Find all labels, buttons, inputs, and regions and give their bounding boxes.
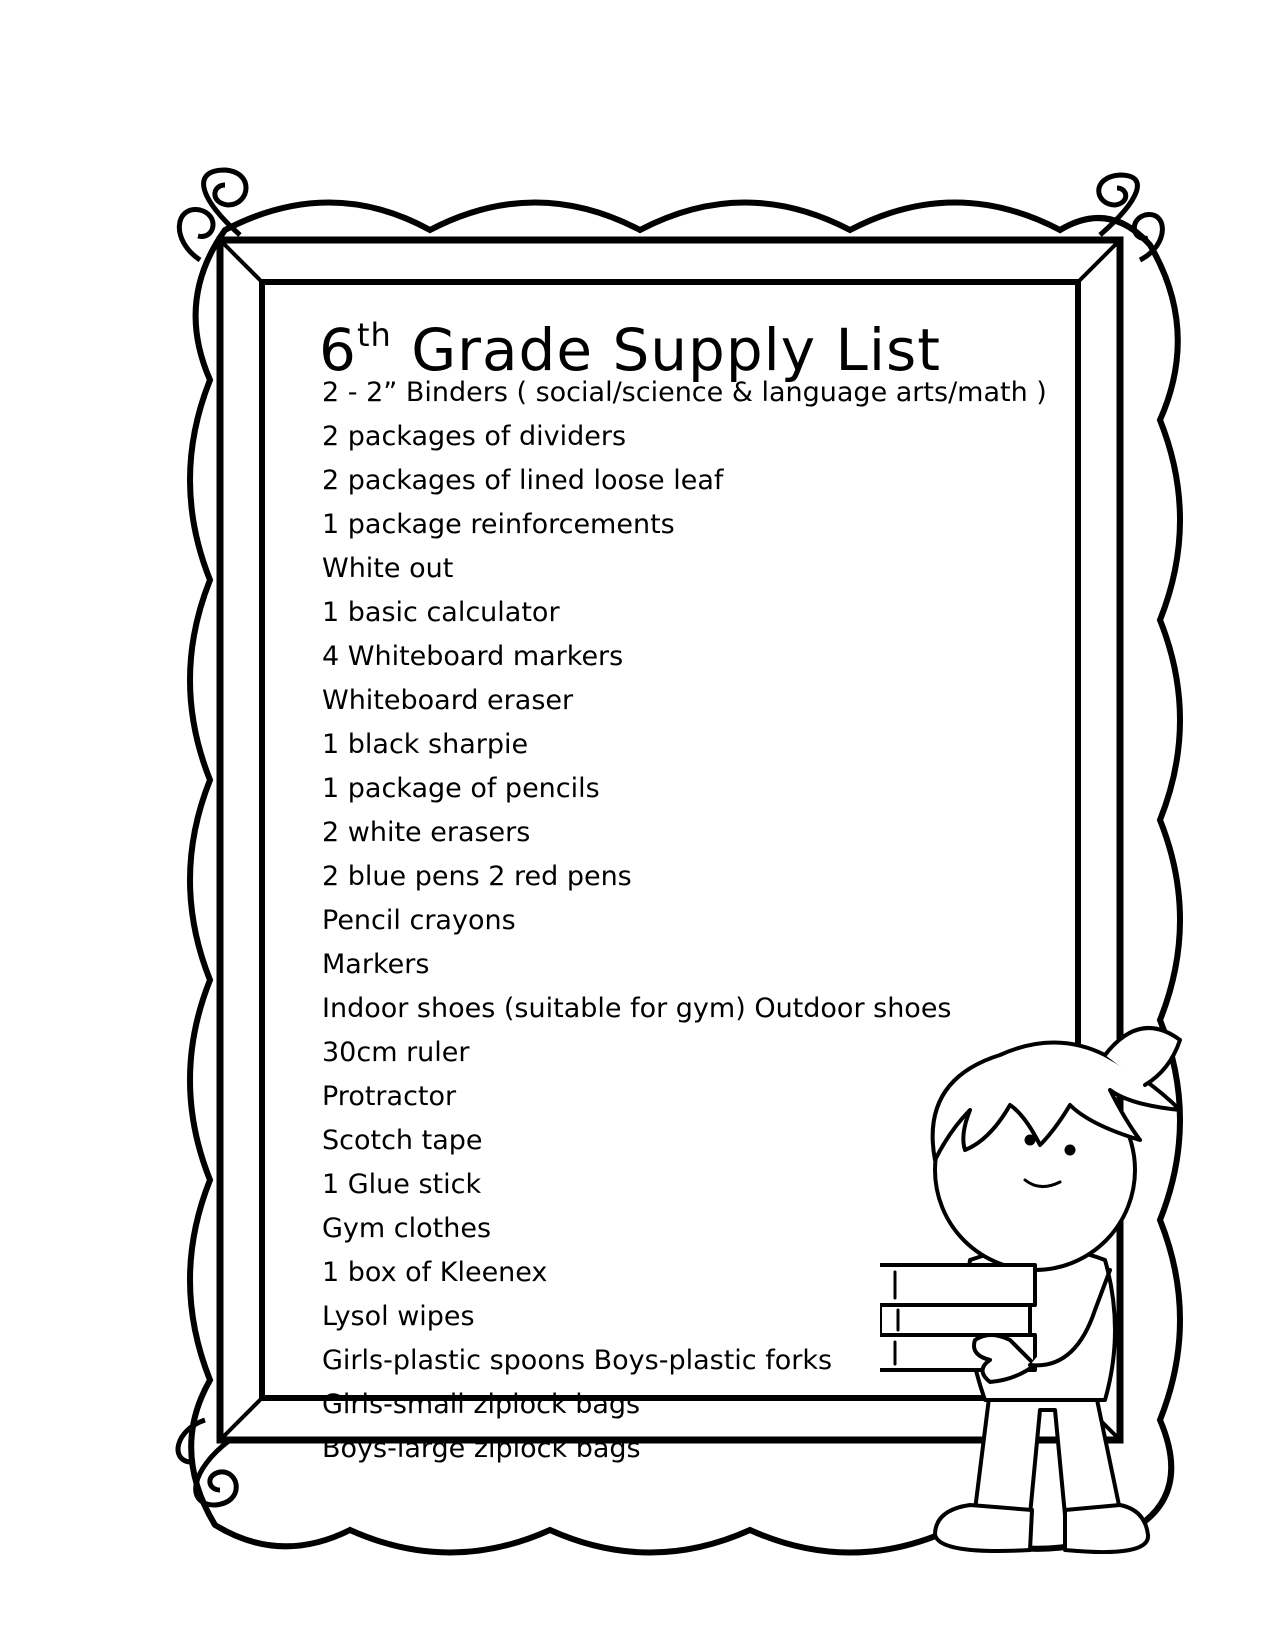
supply-item: White out — [322, 553, 454, 584]
kid-shoe-right — [1065, 1505, 1148, 1552]
book-top — [880, 1265, 1035, 1305]
supply-item: Protractor — [322, 1081, 457, 1112]
kid-shoe-left — [935, 1505, 1032, 1551]
supply-item: Pencil crayons — [322, 905, 516, 936]
supply-item: 1 package reinforcements — [322, 509, 675, 540]
supply-item: 2 white erasers — [322, 817, 531, 848]
supply-item: 2 blue pens 2 red pens — [322, 861, 632, 892]
supply-item: Scotch tape — [322, 1125, 483, 1156]
supply-item: Girls-small ziplock bags — [322, 1389, 641, 1420]
supply-item: Indoor shoes (suitable for gym) Outdoor shoes — [322, 993, 952, 1024]
book-middle — [880, 1305, 1030, 1335]
supply-item: 1 Glue stick — [322, 1169, 482, 1200]
supply-item: 1 box of Kleenex — [322, 1257, 548, 1288]
kid-holding-books-illustration — [880, 1010, 1240, 1570]
supply-item: 2 packages of dividers — [322, 421, 627, 452]
supply-item: Gym clothes — [322, 1213, 492, 1244]
kid-legs — [975, 1390, 1120, 1515]
supply-item: 2 packages of lined loose leaf — [322, 465, 724, 496]
kid-eye-left — [1026, 1136, 1034, 1144]
title-number: 6 — [319, 316, 357, 384]
supply-item: 1 basic calculator — [322, 597, 560, 628]
supply-item: Girls-plastic spoons Boys-plastic forks — [322, 1345, 833, 1376]
supply-item: Boys-large ziplock bags — [322, 1433, 641, 1464]
supply-item: Markers — [322, 949, 430, 980]
supply-item: Lysol wipes — [322, 1301, 475, 1332]
supply-item: Whiteboard eraser — [322, 685, 574, 716]
title-text: Grade Supply List — [391, 316, 941, 384]
supply-item: 1 package of pencils — [322, 773, 600, 804]
title-ordinal: th — [356, 316, 392, 354]
supply-item: 2 - 2” Binders ( social/science & language arts/math ) — [322, 377, 1047, 408]
supply-item: 30cm ruler — [322, 1037, 470, 1068]
supply-item: 1 black sharpie — [322, 729, 529, 760]
supply-item: 4 Whiteboard markers — [322, 641, 624, 672]
kid-eye-right — [1066, 1146, 1074, 1154]
